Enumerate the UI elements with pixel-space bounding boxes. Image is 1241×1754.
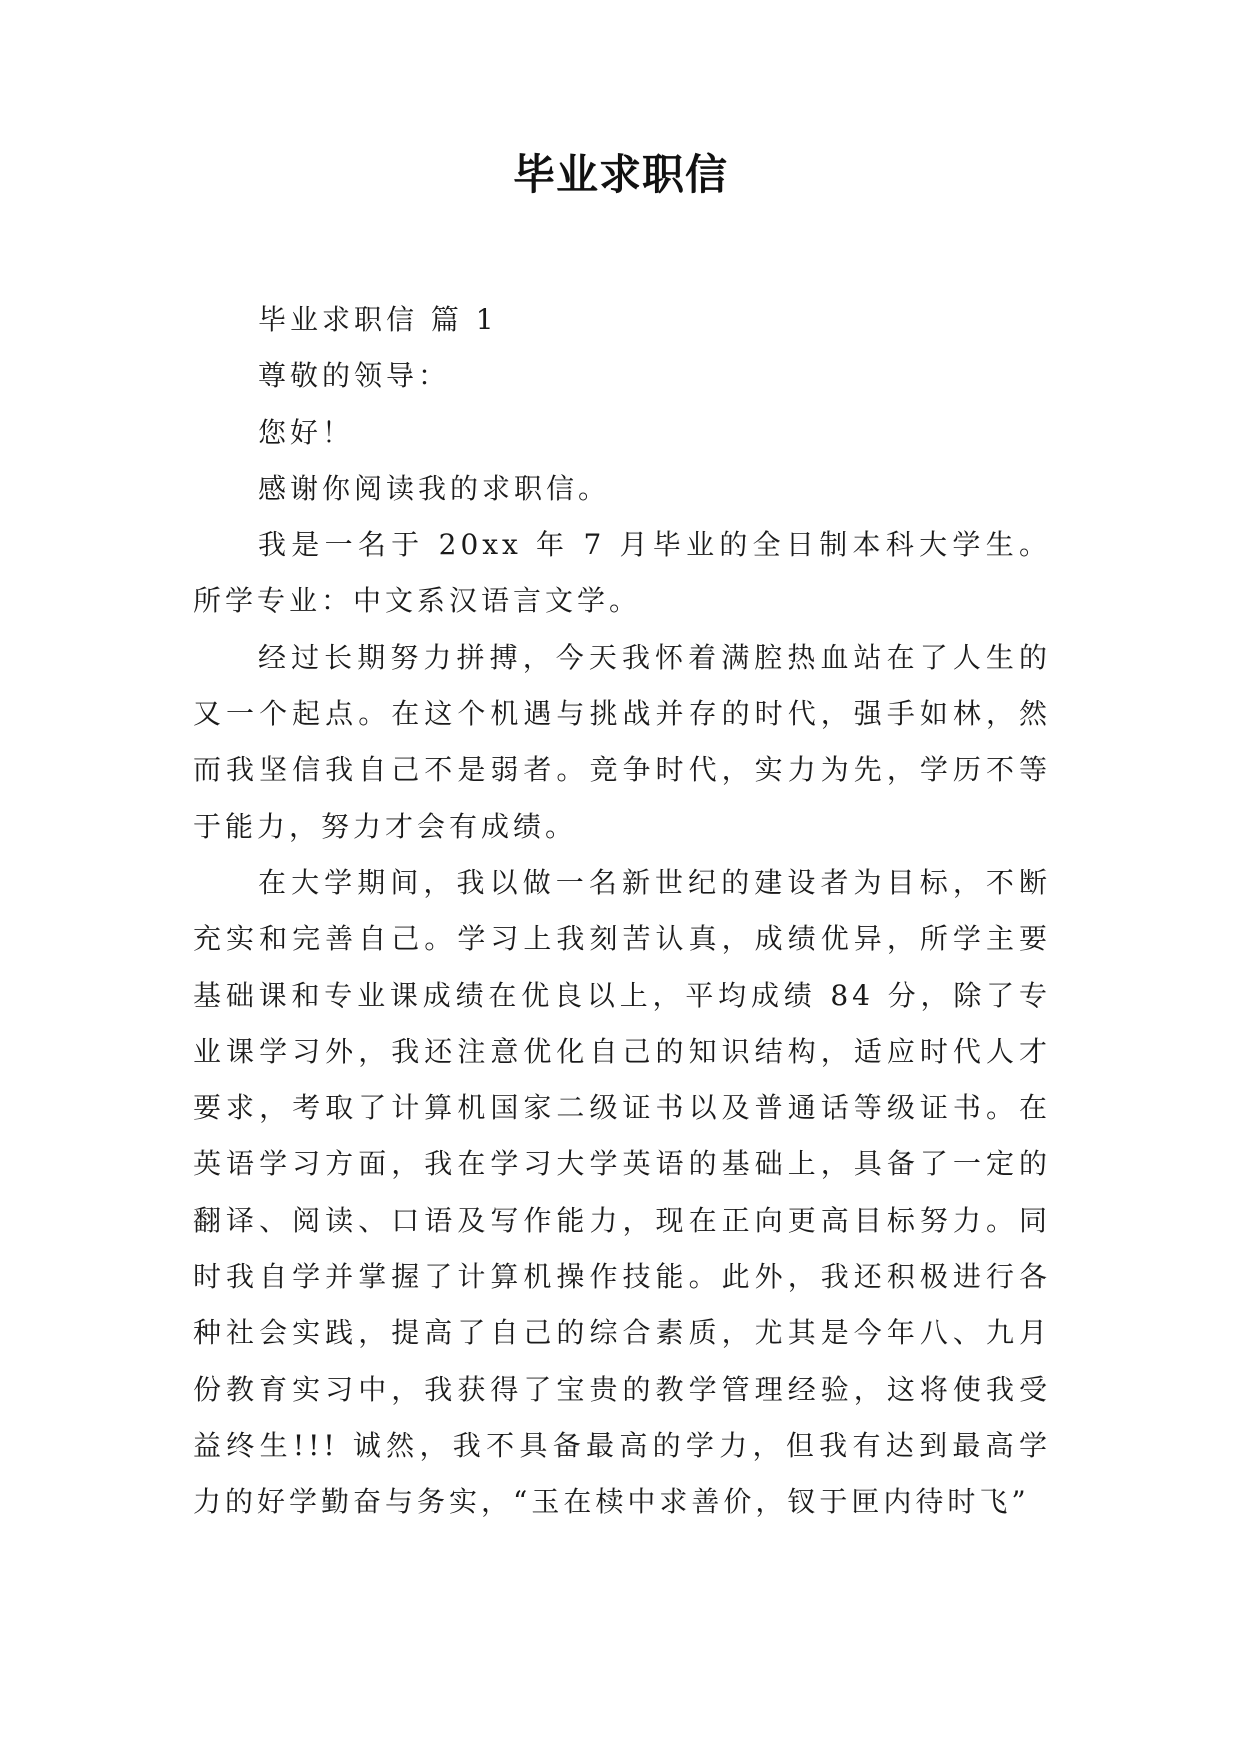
paragraph-motivation: 经过长期努力拼搏，今天我怀着满腔热血站在了人生的又一个起点。在这个机遇与挑战并存的时代，强手如林，然而我坚信我自己不是弱者。竞争时代，实力为先，学历不等于能力，努力才会有成绩。 — [193, 640, 1051, 843]
greeting: 您好！ — [258, 415, 355, 449]
salutation: 尊敬的领导： — [258, 359, 451, 393]
paragraph-introduction: 我是一名于 20xx 年 7 月毕业的全日制本科大学生。所学专业：中文系汉语言文学。 — [193, 528, 1051, 618]
paragraph-university-experience: 在大学期间，我以做一名新世纪的建设者为目标，不断充实和完善自己。学习上我刻苦认真，成绩优异，所学主要基础课和专业课成绩在优良以上，平均成绩 84 分，除了专业课学习外，我还注意优化自己的知识结构，适应时代人才要求，考取了计算机国家二级证书以及普通话等级证书。在英语学习方面，我在学习大学英语的基础上，具备了一定的翻译、阅读、口语及写作能力，现在正向更高目标努力。同时我自学并掌握了计算机操作技能。此外，我还积极进行各种社会实践，提高了自己的综合素质，尤其是今年八、九月份教育实习中，我获得了宝贵的教学管理经验，这将使我受益终生!!! 诚然，我不具备最高的学力，但我有达到最高学力的好学勤奋与务实，“玉在椟中求善价，钗于匣内待时飞” — [193, 865, 1051, 1519]
section-heading: 毕业求职信 篇 1 — [258, 303, 498, 336]
document-body — [193, 292, 1051, 1531]
paragraph-thanks: 感谢你阅读我的求职信。 — [258, 471, 611, 505]
document-title: 毕业求职信 — [512, 150, 728, 199]
